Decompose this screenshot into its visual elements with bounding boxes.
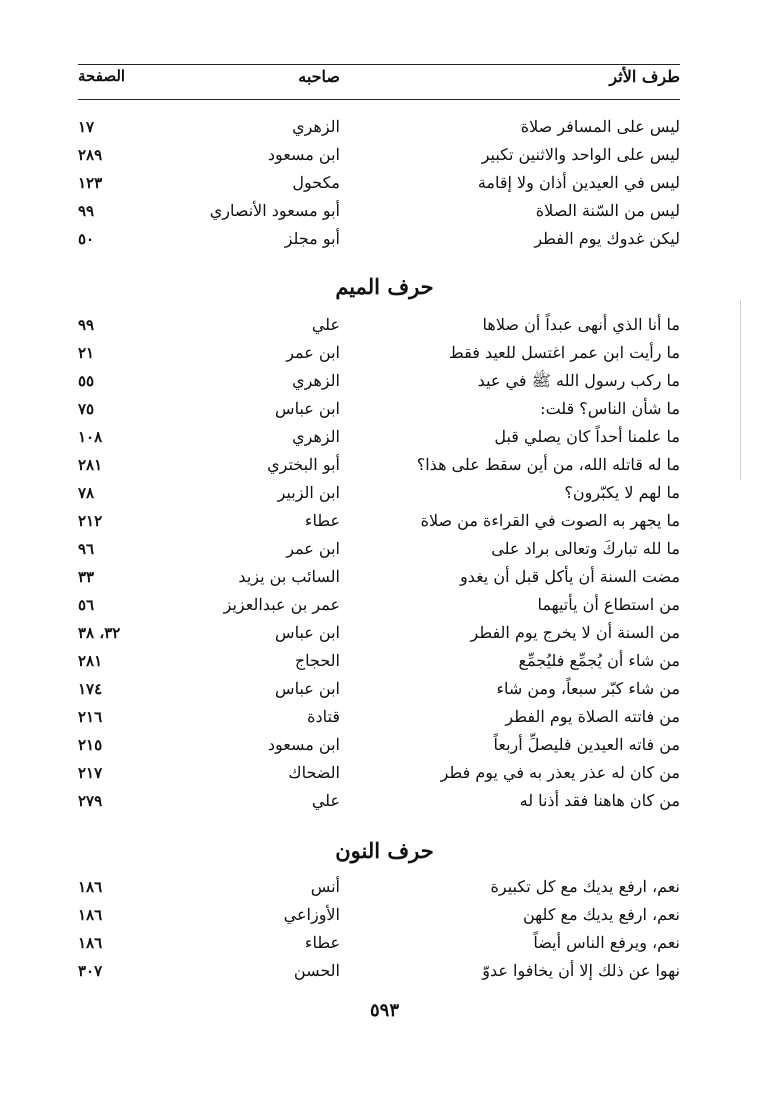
athar-text: من فاتته الصلاة يوم الفطر: [505, 707, 680, 726]
athar-source: ابن عباس: [275, 399, 340, 418]
athar-page: ٢١٢: [78, 512, 103, 530]
athar-page: ٥٠: [78, 230, 95, 248]
athar-page: ٢٧٩: [78, 792, 103, 810]
list-item: [78, 479, 680, 507]
top-rule: [78, 64, 680, 65]
athar-text: نعم، ويرفع الناس أيضاً: [533, 933, 680, 952]
list-item: [78, 619, 680, 647]
athar-page: ١٨٦: [78, 878, 103, 896]
athar-source: ابن مسعود: [267, 735, 340, 754]
athar-source: السائب بن يزيد: [238, 567, 340, 586]
margin-shadow: [740, 300, 741, 480]
athar-page: ٣٠٧: [78, 962, 103, 980]
header-rule: [78, 99, 680, 100]
athar-source: الحسن: [293, 961, 340, 980]
athar-source: الزهري: [292, 371, 340, 390]
athar-source: أنس: [310, 877, 340, 896]
athar-page: ١٨٦: [78, 906, 103, 924]
athar-page: ٩٩: [78, 316, 95, 334]
list-item: [78, 759, 680, 787]
list-item: [78, 113, 680, 141]
athar-page: ٥٥: [78, 372, 95, 390]
athar-page: ١٧: [78, 118, 95, 136]
list-item: [78, 169, 680, 197]
list-item: [78, 957, 680, 985]
athar-page: ٢٨٩: [78, 146, 103, 164]
athar-source: أبو مسعود الأنصاري: [209, 201, 340, 220]
table-header: [78, 67, 680, 95]
athar-text: ما رأيت ابن عمر اغتسل للعيد فقط: [448, 343, 680, 362]
athar-page: ٣٢، ٣٨: [78, 624, 121, 642]
athar-text: من فاته العيدين فليصلِّ أربعاً: [493, 735, 680, 754]
list-item: [78, 591, 680, 619]
athar-source: عطاء: [304, 933, 340, 952]
athar-text: نعم، ارفع يديك مع كل تكبيرة: [490, 877, 680, 896]
athar-page: ١٧٤: [78, 680, 103, 698]
athar-text: ليكن غدوك يوم الفطر: [534, 229, 680, 248]
athar-text: ليس على المسافر صلاة: [520, 117, 680, 136]
athar-source: الأوزاعي: [283, 905, 340, 924]
athar-text: من كان له عذر يعذر به في يوم فطر: [440, 763, 680, 782]
athar-source: عطاء: [304, 511, 340, 530]
athar-page: ٩٦: [78, 540, 95, 558]
section-laam: [78, 113, 680, 253]
athar-text: من استطاع أن يأتيهما: [537, 595, 680, 614]
list-item: [78, 675, 680, 703]
list-item: [78, 225, 680, 253]
athar-text: مضت السنة أن يأكل قبل أن يغدو: [459, 567, 680, 586]
list-item: [78, 423, 680, 451]
list-item: [78, 451, 680, 479]
athar-source: ابن عباس: [275, 623, 340, 642]
heading-noon: حرف النون: [335, 838, 434, 863]
athar-text: من كان هاهنا فقد أذنا له: [519, 791, 680, 810]
list-item: [78, 647, 680, 675]
athar-source: الزهري: [292, 117, 340, 136]
list-item: [78, 929, 680, 957]
heading-meem: حرف الميم: [335, 274, 434, 299]
athar-page: ٩٩: [78, 202, 95, 220]
athar-source: الحجاج: [294, 651, 340, 670]
athar-source: ابن عمر: [286, 539, 340, 558]
athar-page: ٢٨١: [78, 456, 103, 474]
athar-source: أبو البختري: [267, 455, 340, 474]
athar-page: ٢١٥: [78, 736, 103, 754]
athar-page: ٧٨: [78, 484, 95, 502]
page-number: ٥٩٣: [369, 1000, 399, 1021]
athar-source: ابن مسعود: [267, 145, 340, 164]
athar-text: ما أنا الذي أنهى عبداً أن صلاها: [482, 315, 680, 334]
athar-text: نعم، ارفع يديك مع كلهن: [522, 905, 680, 924]
athar-text: ما ركب رسول الله ﷺ في عيد: [477, 371, 680, 390]
athar-source: ابن عمر: [286, 343, 340, 362]
athar-page: ٢١٧: [78, 764, 103, 782]
athar-text: ما لهم لا يكبّرون؟: [564, 483, 680, 502]
section-noon: [78, 873, 680, 985]
list-item: [78, 395, 680, 423]
header-page-col: الصفحة: [78, 67, 126, 85]
athar-text: ما شأن الناس؟ قلت:: [540, 399, 680, 418]
athar-text: من شاء أن يُجمِّع فليُجمِّع: [518, 651, 680, 670]
athar-page: ٢١٦: [78, 708, 103, 726]
athar-source: أبو مجلز: [284, 229, 340, 248]
athar-source: ابن عباس: [275, 679, 340, 698]
athar-text: من السنة أن لا يخرج يوم الفطر: [470, 623, 680, 642]
athar-page: ٢١: [78, 344, 95, 362]
athar-text: ليس في العيدين أذان ولا إقامة: [477, 173, 680, 192]
list-item: [78, 367, 680, 395]
athar-page: ١٨٦: [78, 934, 103, 952]
list-item: [78, 311, 680, 339]
athar-page: ٥٦: [78, 596, 95, 614]
athar-text: نهوا عن ذلك إلا أن يخافوا عدوّ: [482, 961, 680, 980]
athar-page: ٢٨١: [78, 652, 103, 670]
athar-text: ليس من السّنة الصلاة: [535, 201, 680, 220]
list-item: [78, 563, 680, 591]
section-meem: [78, 311, 680, 815]
athar-source: عمر بن عبدالعزيز: [223, 595, 340, 614]
list-item: [78, 901, 680, 929]
athar-source: الضحاك: [288, 763, 340, 782]
list-item: [78, 873, 680, 901]
athar-page: ٧٥: [78, 400, 95, 418]
athar-source: الزهري: [292, 427, 340, 446]
athar-source: علي: [311, 791, 340, 810]
header-source-col: صاحبه: [298, 67, 340, 86]
athar-text: من شاء كبّر سبعاً، ومن شاء: [496, 679, 680, 698]
athar-text: ما لله تباركَ وتعالى براد على: [491, 539, 680, 558]
list-item: [78, 507, 680, 535]
athar-text: ليس على الواحد والاثنين تكبير: [481, 145, 680, 164]
list-item: [78, 703, 680, 731]
list-item: [78, 197, 680, 225]
list-item: [78, 339, 680, 367]
athar-page: ١٢٣: [78, 174, 103, 192]
athar-text: ما علمنا أحداً كان يصلي قبل: [494, 427, 680, 446]
athar-page: ٣٣: [78, 568, 95, 586]
athar-source: ابن الزبير: [277, 483, 340, 502]
athar-source: قتادة: [307, 707, 340, 726]
athar-page: ١٠٨: [78, 428, 103, 446]
header-title-col: طرف الأثر: [609, 67, 680, 86]
list-item: [78, 731, 680, 759]
athar-source: مكحول: [292, 173, 340, 192]
athar-source: علي: [311, 315, 340, 334]
athar-text: ما يجهر به الصوت في القراءة من صلاة: [420, 511, 680, 530]
athar-text: ما له قاتله الله، من أين سقط على هذا؟: [416, 455, 680, 474]
list-item: [78, 141, 680, 169]
list-item: [78, 535, 680, 563]
list-item: [78, 787, 680, 815]
